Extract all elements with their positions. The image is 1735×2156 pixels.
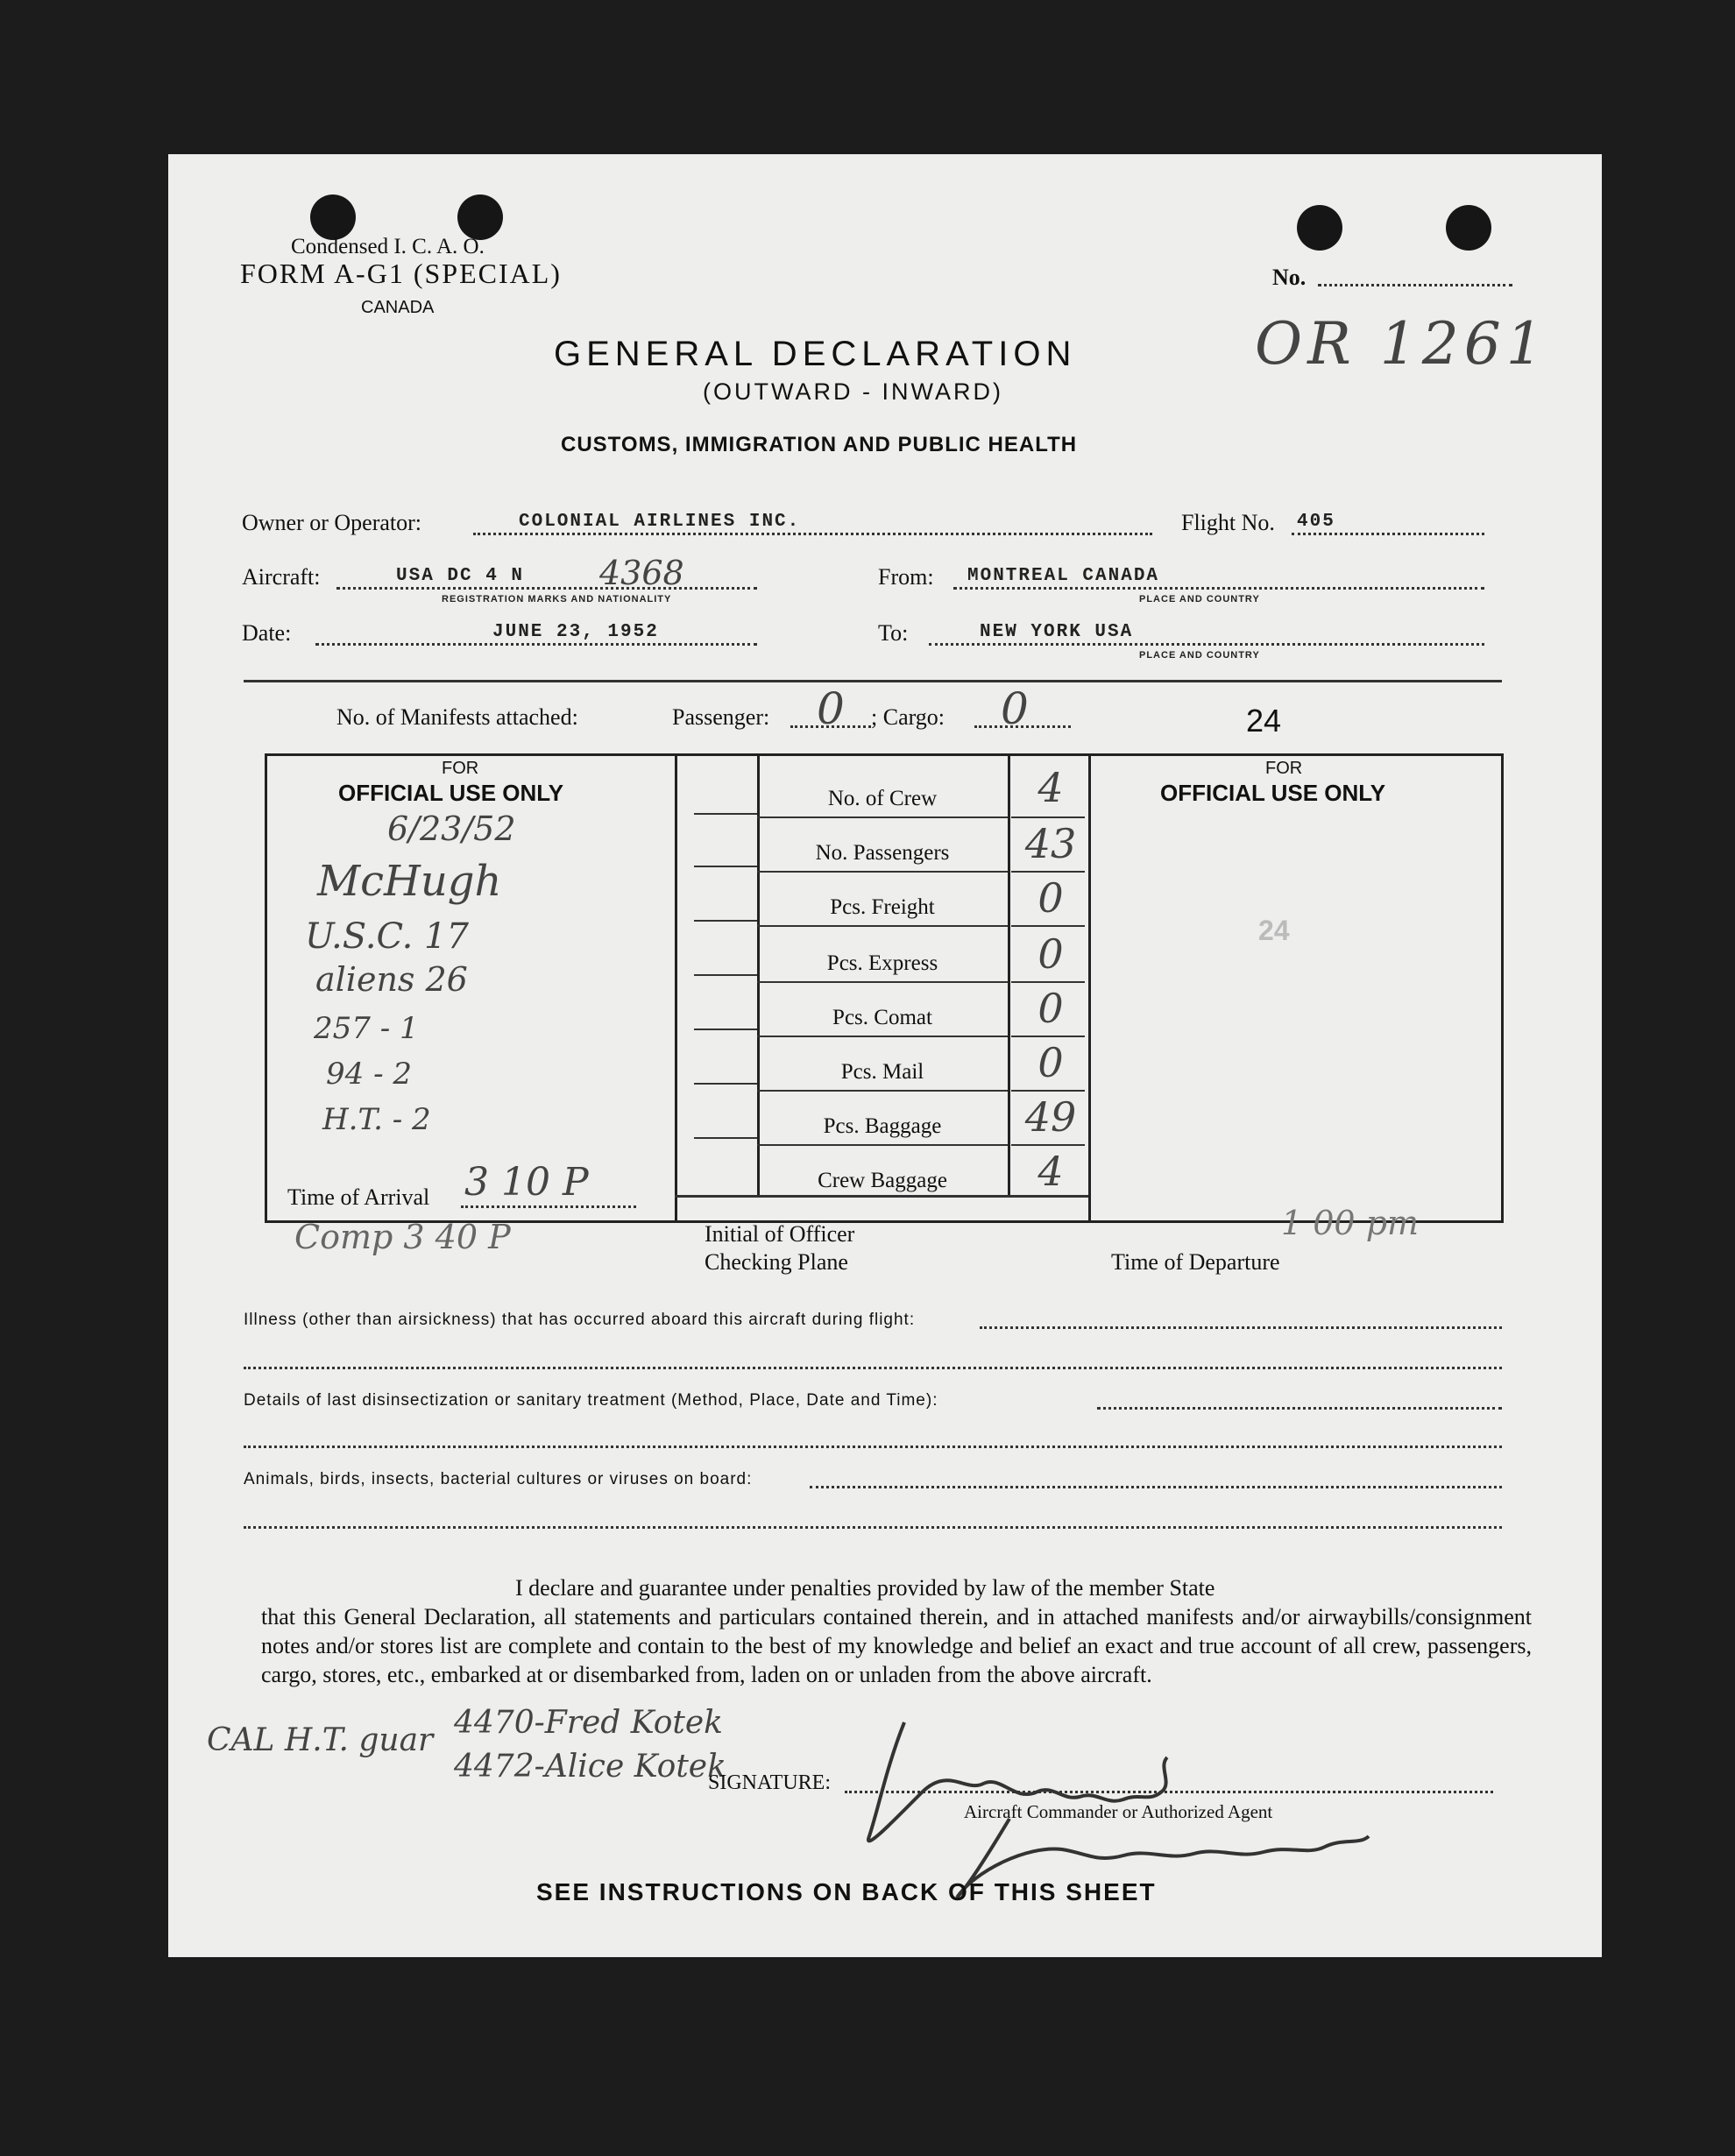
row-line <box>757 925 1008 927</box>
count-label-freight: Pcs. Freight <box>830 895 935 919</box>
officer-initial-label: Initial of Officer <box>705 1221 855 1247</box>
to-line <box>929 643 1484 646</box>
manifests-label: No. of Manifests attached: <box>336 704 578 730</box>
row-line <box>694 866 757 867</box>
official-note-257: 257 - 1 <box>314 1011 419 1046</box>
row-line <box>757 1090 1008 1092</box>
to-label: To: <box>878 620 909 646</box>
owner-label: Owner or Operator: <box>242 510 422 535</box>
handwritten-passenger-2: 4472-Alice Kotek <box>454 1749 726 1785</box>
row-line <box>694 920 757 922</box>
count-label-express: Pcs. Express <box>826 951 938 975</box>
official-right-stamp: 24 <box>1258 915 1290 946</box>
signature-label: SIGNATURE: <box>708 1771 832 1794</box>
flight-no-value: 405 <box>1297 512 1335 532</box>
document-no-value: OR 1261 <box>1255 310 1548 378</box>
arrival-line <box>461 1205 636 1208</box>
aircraft-label: Aircraft: <box>242 564 321 590</box>
row-line <box>1011 925 1085 927</box>
row-line <box>1011 1090 1085 1092</box>
punch-hole-icon <box>1297 205 1342 251</box>
form-country-label: CANADA <box>361 298 435 317</box>
from-value: MONTREAL CANADA <box>967 566 1160 586</box>
date-label: Date: <box>242 620 292 646</box>
disinsectization-line-2 <box>244 1446 1502 1448</box>
disinsectization-label: Details of last disinsectization or sanitary treatment (Method, Place, Date and Time): <box>244 1391 938 1410</box>
official-note-usc: U.S.C. 17 <box>305 916 469 957</box>
row-line <box>1011 871 1085 873</box>
declaration-first-line: I declare and guarantee under penalties provided by law of the member State <box>515 1575 1215 1601</box>
manifest-extra-number: 24 <box>1246 703 1282 739</box>
official-note-94: 94 - 2 <box>326 1057 412 1092</box>
time-of-departure-label: Time of Departure <box>1111 1249 1280 1275</box>
page-title: GENERAL DECLARATION <box>554 335 1077 373</box>
row-line <box>757 1036 1008 1037</box>
row-line <box>694 974 757 976</box>
count-label-passengers: No. Passengers <box>815 841 950 865</box>
count-value-crew-baggage: 4 <box>1037 1148 1064 1195</box>
row-line <box>1011 1036 1085 1037</box>
signature-caption: Aircraft Commander or Authorized Agent <box>964 1801 1273 1822</box>
official-note-initials: McHugh <box>317 857 502 906</box>
table-divider <box>675 753 677 1223</box>
instructions-footer: SEE INSTRUCTIONS ON BACK OF THIS SHEET <box>536 1878 1157 1905</box>
official-left-title: OFFICIAL USE ONLY <box>338 780 564 806</box>
row-line <box>757 871 1008 873</box>
declaration-body: that this General Declaration, all statements and particulars contained therein, and in attached manifests and/or airwaybills/consignment notes and/or stores list are complete and contain to the best of my knowledge and belief an exact and true account of all crew, passengers, cargo, stores, etc., embarked at or disembarked from, laden on or unladen from the above aircraft. <box>261 1604 1532 1687</box>
flight-no-label: Flight No. <box>1181 510 1275 535</box>
count-value-mail: 0 <box>1037 1039 1064 1086</box>
official-note-aliens: aliens 26 <box>315 960 468 999</box>
count-value-baggage: 49 <box>1024 1093 1077 1141</box>
to-caption: PLACE AND COUNTRY <box>1139 650 1260 661</box>
from-line <box>953 587 1484 590</box>
count-label-comat: Pcs. Comat <box>832 1006 932 1029</box>
handwritten-guarantee-note: CAL H.T. guar <box>207 1722 434 1758</box>
flight-no-line <box>1292 533 1484 535</box>
official-note-date: 6/23/52 <box>387 809 516 848</box>
row-line <box>757 816 1008 818</box>
from-label: From: <box>878 564 934 590</box>
aircraft-registration-handwritten: 4368 <box>599 554 684 592</box>
row-line <box>1011 981 1085 983</box>
date-line <box>315 643 757 646</box>
manifest-cargo-label: ; Cargo: <box>871 704 945 730</box>
count-label-crew-baggage: Crew Baggage <box>818 1169 947 1192</box>
section-divider <box>244 680 1502 682</box>
count-value-express: 0 <box>1037 930 1064 978</box>
row-line <box>1011 1144 1085 1146</box>
form-number-label: FORM A-G1 (SPECIAL) <box>240 258 562 289</box>
count-label-crew: No. of Crew <box>827 787 938 810</box>
handwritten-signature <box>834 1687 1465 1906</box>
agencies-heading: CUSTOMS, IMMIGRATION AND PUBLIC HEALTH <box>561 433 1078 456</box>
animals-line-2 <box>244 1526 1502 1529</box>
manifest-cargo-value: 0 <box>1001 683 1029 734</box>
row-line <box>694 1083 757 1085</box>
page-subtitle: (OUTWARD - INWARD) <box>703 378 1003 405</box>
handwritten-passenger-1: 4470-Fred Kotek <box>454 1705 723 1741</box>
aircraft-value: USA DC 4 N <box>396 566 525 586</box>
time-of-arrival-label: Time of Arrival <box>287 1184 430 1210</box>
officer-checking-label: Checking Plane <box>705 1249 848 1275</box>
count-value-freight: 0 <box>1037 874 1064 922</box>
official-left-for: FOR <box>442 759 479 778</box>
row-line <box>757 981 1008 983</box>
punch-hole-icon <box>310 194 356 240</box>
comp-time-note: Comp 3 40 P <box>294 1218 511 1256</box>
from-caption: PLACE AND COUNTRY <box>1139 594 1260 604</box>
aircraft-caption: REGISTRATION MARKS AND NATIONALITY <box>442 594 672 604</box>
row-line <box>757 1144 1008 1146</box>
illness-line <box>980 1326 1502 1329</box>
official-right-title: OFFICIAL USE ONLY <box>1160 780 1386 806</box>
count-value-crew: 4 <box>1037 764 1064 811</box>
date-value: JUNE 23, 1952 <box>492 622 659 642</box>
punch-hole-icon <box>457 194 503 240</box>
owner-value: COLONIAL AIRLINES INC. <box>519 512 801 532</box>
count-label-baggage: Pcs. Baggage <box>823 1114 942 1138</box>
aircraft-line <box>336 587 757 590</box>
illness-label: Illness (other than airsickness) that has occurred aboard this aircraft during flight: <box>244 1311 916 1329</box>
manifest-passenger-label: Passenger: <box>672 704 770 730</box>
official-note-ht: H.T. - 2 <box>322 1102 431 1137</box>
count-value-comat: 0 <box>1037 985 1064 1032</box>
animals-line <box>810 1486 1502 1488</box>
illness-line-2 <box>244 1367 1502 1369</box>
count-label-mail: Pcs. Mail <box>840 1060 924 1084</box>
to-value: NEW YORK USA <box>980 622 1134 642</box>
punch-hole-icon <box>1446 205 1491 251</box>
row-line <box>694 1137 757 1139</box>
owner-line <box>473 533 1152 535</box>
row-line <box>1011 816 1085 818</box>
time-of-departure-note: 1 00 pm <box>1281 1204 1420 1242</box>
declaration-text <box>261 1573 1532 1689</box>
table-divider <box>675 1195 1088 1198</box>
document-no-label: No. <box>1272 265 1307 290</box>
manifest-passenger-value: 0 <box>817 683 845 734</box>
form-condensed-label: Condensed I. C. A. O. <box>291 235 485 258</box>
form-sheet <box>168 154 1602 1957</box>
document-no-line <box>1318 284 1512 286</box>
row-line <box>694 813 757 815</box>
official-right-for: FOR <box>1265 759 1303 778</box>
disinsectization-line <box>1097 1407 1502 1410</box>
row-line <box>694 1029 757 1030</box>
time-of-arrival-value: 3 10 P <box>464 1160 589 1205</box>
count-value-passengers: 43 <box>1024 820 1077 867</box>
animals-label: Animals, birds, insects, bacterial cultures or viruses on board: <box>244 1470 753 1488</box>
